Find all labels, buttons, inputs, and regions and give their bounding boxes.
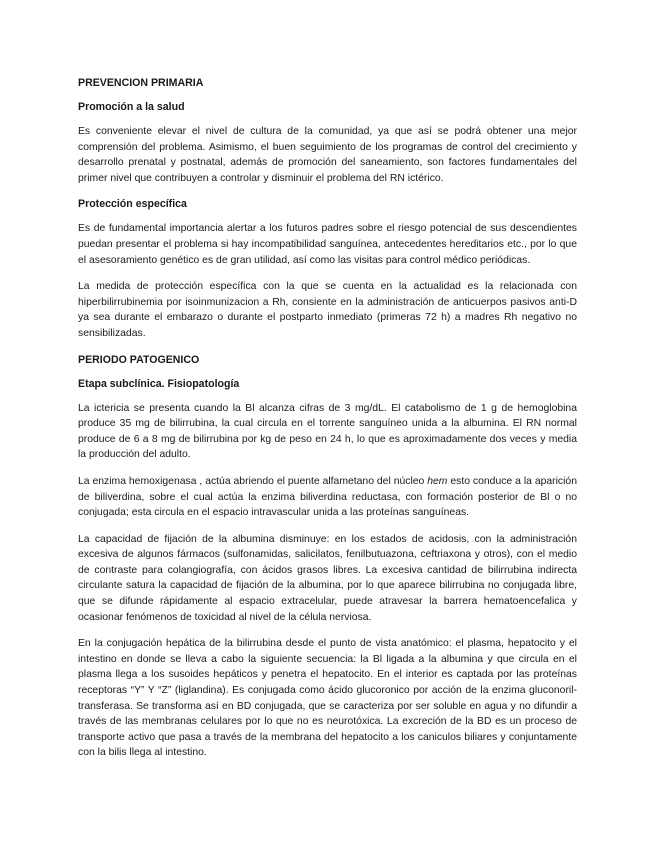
paragraph-proteccion-riesgo: Es de fundamental importancia alertar a los futuros padres sobre el riesgo potencial de sus descendientes puedan presentar el problema si hay incompatibilidad sanguínea, antecedentes hereditarios etc., por lo que el asesoramiento genético es de gran utilidad, así como las visitas para control médico periódicas. (78, 223, 577, 266)
subsection-title-promocion-salud: Promoción a la salud (78, 101, 185, 113)
paragraph-hemoxigenasa-italic: hem (427, 475, 448, 487)
paragraph-promocion-salud: Es conveniente elevar el nivel de cultura de la comunidad, ya que así se podrá obtener una mejor comprensión del problema. Asimismo, el buen seguimiento de los programas de control del crecimiento y desarrollo prenatal y postnatal, además de promoción del saneamiento, son factores fundamentales del primer nivel que contribuyen a controlar y disminuir el problema del RN ictérico. (78, 126, 577, 184)
subsection-title-proteccion-especifica: Protección específica (78, 198, 187, 211)
paragraph-conjugacion-hepatica: En la conjugación hepática de la bilirrubina desde el punto de vista anatómico: el plasma, hepatocito y el intestino en donde se lleva a cabo la siguiente secuencia: la Bl ligada a la albumina y que circula en el plasma llega a los susoides hepáticos y penetra el hepatocito. En el interior es captada por las proteínas receptoras “Y” Y “Z” (liglandina). Es conjugada como ácido glucoronico por acción de la enzima gluconoril-transferasa. Se transforma así en BD conjugada, que se caracteriza por ser soluble en agua y no difundir a través de las membranas celulares por lo que no es neurotóxica. La excreción de la BD es un proceso de transporte activo que pasa a través de la membrana del hepatocito a los caniculos biliares y conjuntamente con la bilis llega al intestino. (78, 638, 577, 759)
section-title-periodo-patogenico: PERIODO PATOGENICO (78, 353, 200, 366)
paragraph-hemoxigenasa-after: esto conduce a la aparición de biliverdina, sobre el cual actúa la enzima biliverdina reductasa, con formación posterior de Bl o no conjugada; esta circula en el espacio intravascular unida a las proteínas sanguíneas. (78, 475, 577, 519)
paragraph-fijacion-albumina: La capacidad de fijación de la albumina disminuye: en los estados de acidosis, con la administración excesiva de algunos fármacos (sulfonamidas, salicilatos, fenilbutuazona, ceftriaxona y otros), con el medio de contraste para colangiografía, con ácidos grasos libres. La excesiva cantidad de bilirrubina indirecta circulante satura la capacidad de fijación de la albumina, por lo que aparece bilirrubina no conjugada libre, que se difunde rápidamente al espacio extracelular, puede atravesar la barrera hematoencefalica y ocasionar fenómenos de toxicidad al nivel de la célula nerviosa. (78, 533, 577, 623)
paragraph-hemoxigenasa (78, 474, 577, 521)
paragraph-ictericia: La ictericia se presenta cuando la Bl alcanza cifras de 3 mg/dL. El catabolismo de 1 g de hemoglobina produce 35 mg de bilirrubina, la cual circula en el torrente sanguíneo unida a la albumina. El RN normal produce de 6 a 8 mg de bilirrubina por kg de peso en 24 h, lo que es aproximadamente dos veces y media la producción del adulto. (78, 402, 577, 461)
paragraph-hemoxigenasa-before: La enzima hemoxigenasa , actúa abriendo el puente alfametano del núcleo (78, 475, 428, 487)
subsection-title-etapa-subclinica: Etapa subclínica. Fisiopatología (78, 377, 240, 390)
section-title-prevencion-primaria: PREVENCION PRIMARIA (78, 77, 204, 89)
paragraph-proteccion-rh: La medida de protección específica con la que se cuenta en la actualidad es la relacionada con hiperbilirrubinemia por isoinmunizacion a Rh, consiente en la administración de anticuerpos pasivos anti-D ya sea durante el embarazo o durante el postparto inmediato (primeras 72 h) a madres Rh negativo no sensibilizadas. (78, 281, 577, 339)
